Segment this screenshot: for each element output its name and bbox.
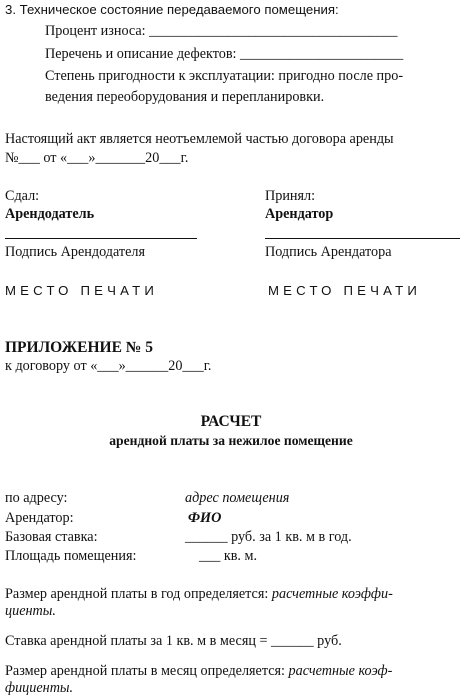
calc-subtitle: арендной платы за нежилое помещение — [109, 433, 353, 448]
tenant-label: Арендатор: — [5, 510, 74, 526]
monthly-rent-line-2: фициенты. — [5, 680, 74, 696]
fitness-line-2: ведения переоборудования и перепланировки. — [45, 89, 325, 105]
landlord-role: Арендодатель — [5, 206, 95, 222]
landlord-stamp-place: МЕСТО ПЕЧАТИ — [5, 283, 159, 298]
annual-rent-coefficients: расчетные коэффи- — [271, 586, 393, 602]
tenant-signature-label: Подпись Арендатора — [265, 244, 392, 260]
monthly-rent-line-1 — [5, 663, 392, 680]
wear-percent-field: Процент износа: ___________________________________ — [45, 23, 398, 39]
monthly-rent-prefix: Размер арендной платы в месяц определяется: — [5, 663, 285, 679]
tenant-value: ФИО — [188, 510, 222, 526]
address-label: по адресу: — [5, 490, 68, 506]
monthly-rate-line: Ставка арендной платы за 1 кв. м в месяц = ______ руб. — [5, 633, 342, 649]
monthly-rent-coefficients: расчетные коэф- — [288, 663, 393, 679]
tenant-signature-line — [265, 238, 460, 239]
act-note-line-1: Настоящий акт является неотъемлемой частью договора аренды — [5, 131, 394, 147]
annual-rent-line-2: циенты. — [5, 603, 56, 619]
act-note-line-2: №___ от «___»_______20___г. — [5, 150, 189, 166]
fitness-line-1: Степень пригодности к эксплуатации: пригодно после про- — [45, 68, 404, 84]
area-label: Площадь помещения: — [5, 548, 137, 564]
tenant-stamp-place: МЕСТО ПЕЧАТИ — [268, 283, 422, 298]
appendix-title: ПРИЛОЖЕНИЕ № 5 — [5, 339, 153, 356]
landlord-signature-label: Подпись Арендодателя — [5, 244, 146, 260]
base-rate-value: ______ руб. за 1 кв. м в год. — [185, 529, 352, 545]
landlord-signature-line — [5, 238, 197, 239]
area-value: ___ кв. м. — [199, 548, 258, 564]
base-rate-label: Базовая ставка: — [5, 529, 98, 545]
annual-rent-line-1 — [5, 586, 393, 603]
defects-field: Перечень и описание дефектов: _______________________ — [45, 46, 404, 62]
tenant-role: Арендатор — [265, 206, 334, 222]
appendix-subtitle: к договору от «___»______20___г. — [5, 358, 212, 374]
address-value: адрес помещения — [185, 490, 290, 506]
tenant-caption: Принял: — [265, 188, 316, 204]
annual-rent-prefix: Размер арендной платы в год определяется: — [5, 586, 269, 602]
calc-title: РАСЧЕТ — [200, 413, 262, 430]
section-3-heading: 3. Техническое состояние передаваемого помещения: — [5, 2, 339, 17]
landlord-caption: Сдал: — [5, 188, 40, 204]
